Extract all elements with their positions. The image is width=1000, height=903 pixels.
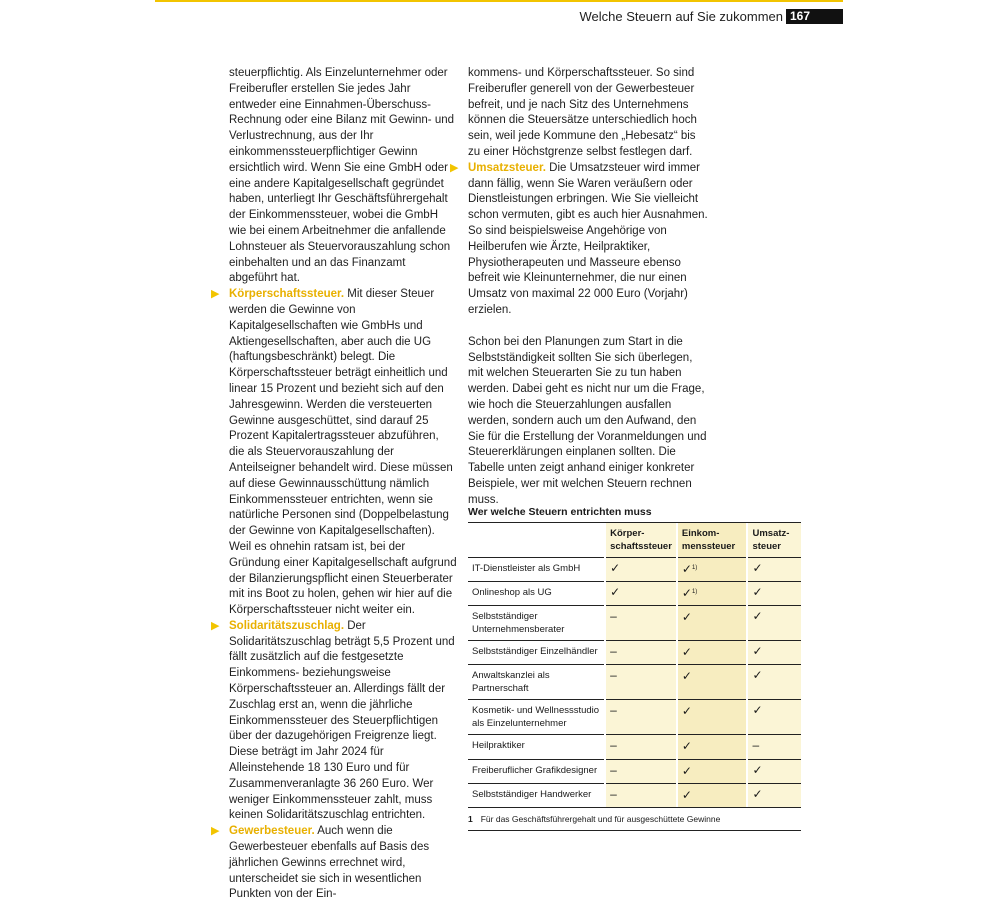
keyword: Körperschaftssteuer. — [229, 288, 345, 301]
header-einkommenssteuer: Einkom-menssteuer — [677, 523, 748, 558]
row-label-text: Selbstständiger Einzelhändler — [472, 646, 598, 658]
cell-mark: ✓ — [752, 561, 763, 575]
left-column — [211, 66, 457, 903]
list-item-umsatzsteuer — [450, 161, 708, 319]
triangle-bullet-icon: ▶ — [211, 825, 220, 838]
cell-mark: ✓ — [752, 762, 763, 777]
row-label-text: Kosmetik- und Wellnessstudio als Einzelunternehmer — [472, 705, 600, 730]
cell-einkommenssteuer — [677, 641, 748, 665]
table-row — [468, 783, 801, 807]
cell-umsatzsteuer — [747, 700, 801, 735]
triangle-bullet-icon: ▶ — [450, 161, 459, 174]
cell-koerperschaftssteuer — [605, 735, 677, 759]
keyword: Gewerbesteuer. — [229, 825, 315, 838]
item-text: Mit dieser Steuer werden die Gewinne von Kapitalgesellschaften wie GmbHs und Aktiengesellschaften, aber auch die UG (haftungsbeschränkt) belegt. Die Körperschaftssteuer beträgt einheitlich und linear 15 Prozent und bezieht sich auf den Jahresgewinn. Werden die versteuerten Gewinne ausgeschüttet, sind darauf 25 Prozent Kapitalertragssteuer abzuführen, die als Steuervorauszahlung der Anteilseigner behandelt wird. Diese müssen auf diese Gewinnausschüttung nämlich Einkommenssteuer entrichten, wenn sie natürliche Personen sind (Doppelbelastung der Gewinne von Kapitalgesellschaften). Weil es ohnehin ratsam ist, bei der Gründung einer Kapitalgesellschaft aufgrund der Bilanzierungspflicht einen Steuerberater mit ins Boot zu holen, gehen wir hier auf die Körperschaftssteuer nicht weiter ein. — [229, 288, 457, 617]
cell-umsatzsteuer — [747, 735, 801, 759]
cell-koerperschaftssteuer — [605, 700, 677, 735]
row-label-text: Anwaltskanzlei als Partnerschaft — [472, 670, 550, 695]
cell-koerperschaftssteuer — [605, 558, 677, 582]
table-row — [468, 759, 801, 783]
cell-mark: ✓ — [752, 585, 763, 600]
keyword: Umsatzsteuer. — [468, 161, 546, 174]
footnote-text: Für das Geschäftsführergehalt und für ausgeschüttete Gewinne — [480, 813, 721, 824]
cell-umsatzsteuer — [747, 606, 801, 641]
table-row — [468, 606, 801, 641]
cell-mark: ✓ — [681, 704, 692, 719]
cell-mark: ✓ — [752, 609, 763, 624]
row-label — [468, 665, 605, 700]
cell-einkommenssteuer — [677, 665, 748, 700]
body-paragraph: Schon bei den Planungen zum Start in die Selbstständigkeit sollten Sie sich überlegen, mit welchen Steuerarten Sie zu tun haben werden. Dabei geht es nicht nur um die Frage, wie hoch die Steuerzahlungen ausfallen werden, sondern auch um den Aufwand, den Sie für die Erstellung der Voranmeldungen und Steuererklärungen einplanen sollten. Die Tabelle unten zeigt anhand einiger konkreter Beispiele, wer mit welchen Steuern rechnen muss. — [468, 335, 707, 506]
footnote-number: 1 — [468, 813, 473, 824]
item-text: Der Solidaritätszuschlag beträgt 5,5 Prozent und fällt zusätzlich auf die festgesetzte Einkommens- beziehungsweise Körperschaftssteuer an. Allerdings fällt der Zuschlag erst an, wenn die jährliche Einkommenssteuer des Steuerpflichtigen über der dazugehörigen Freigrenze liegt. Diese beträgt im Jahr 2024 für Alleinstehende 18 130 Euro und für Zusammenveranlagte 36 260 Euro. Wer weniger Einkommenssteuer zahlt, muss keinen Solidaritätszuschlag entrichten. — [229, 619, 455, 822]
intro-paragraph: steuerpflichtig. Als Einzelunternehmer oder Freiberufler erstellen Sie jedes Jahr entweder eine Einnahmen-Überschuss-Rechnung oder eine Bilanz mit Gewinn- und Verlustrechnung, aus der Ihr einkommenssteuerpflichtiger Gewinn ersichtlich wird. Wenn Sie eine GmbH oder eine andere Kapitalgesellschaft gegründet haben, unterliegt Ihr Geschäftsführergehalt der Einkommenssteuer, wobei die GmbH wie bei einem Arbeitnehmer die anfallende Lohnsteuer als Steuervorauszahlung schon einbehalten und an das Finanzamt abgeführt hat. — [229, 67, 455, 285]
page-number: 167 — [786, 9, 843, 24]
row-label-text: Selbstständiger Unternehmensberater — [472, 611, 565, 636]
header-umsatzsteuer: Umsatz-steuer — [747, 523, 801, 558]
list-item-solidaritaetszuschlag — [211, 619, 457, 824]
header-koerperschaftssteuer: Körper-schaftssteuer — [605, 523, 677, 558]
cell-mark: – — [610, 738, 617, 753]
running-header-title: Welche Steuern auf Sie zukommen — [579, 9, 783, 24]
table-header-row — [468, 523, 801, 558]
cell-mark: ✓ — [681, 562, 692, 577]
row-label — [468, 558, 605, 582]
cell-mark: – — [610, 786, 617, 801]
footnote-reference: 1) — [691, 589, 698, 596]
row-label-text: Selbstständiger Handwerker — [472, 788, 592, 800]
table-footnote — [468, 808, 801, 831]
cell-koerperschaftssteuer — [605, 641, 677, 665]
cell-umsatzsteuer — [747, 665, 801, 700]
cell-mark: ✓ — [681, 787, 692, 802]
cell-einkommenssteuer — [677, 558, 748, 582]
triangle-bullet-icon: ▶ — [211, 288, 220, 301]
cell-mark: – — [610, 644, 617, 659]
table-row — [468, 665, 801, 700]
table-row — [468, 582, 801, 606]
cell-einkommenssteuer — [677, 783, 748, 807]
footnote-reference: 1) — [691, 565, 698, 571]
cell-mark: – — [610, 703, 617, 718]
triangle-bullet-icon: ▶ — [211, 619, 220, 632]
cell-koerperschaftssteuer — [605, 665, 677, 700]
cell-umsatzsteuer — [747, 558, 801, 582]
table-row — [468, 641, 801, 665]
keyword: Solidaritätszuschlag. — [229, 619, 345, 632]
cell-einkommenssteuer — [677, 759, 748, 783]
cell-einkommenssteuer — [677, 606, 748, 641]
cell-mark: ✓ — [681, 763, 692, 778]
row-label-text: Freiberuflicher Grafikdesigner — [472, 764, 598, 776]
row-label-text: Heilpraktiker — [472, 740, 525, 752]
cell-mark: ✓ — [681, 645, 692, 660]
item-text: Die Umsatzsteuer wird immer dann fällig, wenn Sie Waren veräußern oder Dienstleistungen erbringen. Wie Sie vielleicht schon vermuten, gibt es auch hier Ausnahmen. So sind beispielsweise Angehörige von Heilberufen wie Ärzte, Heilpraktiker, Physiotherapeuten und Masseure ebenso befreit wie Kleinunternehmer, die nur einen Umsatz von maximal 22 000 Euro (Vorjahr) erzielen. — [468, 161, 708, 316]
cell-mark: ✓ — [752, 668, 763, 683]
cell-umsatzsteuer — [747, 582, 801, 606]
cell-mark: ✓ — [752, 644, 763, 659]
cell-mark: ✓ — [681, 739, 692, 754]
continuation-paragraph: kommens- und Körperschaftssteuer. So sind Freiberufler generell von der Gewerbesteuer befreit, und je nach Sitz des Unternehmens können die Steuersätze unterschiedlich hoch sein, weil jede Kommune den „Hebesatz“ bis zu einer Höchstgrenze selbst festlegen darf. — [468, 67, 697, 158]
cell-mark: ✓ — [610, 561, 621, 575]
table-row — [468, 735, 801, 759]
row-label — [468, 606, 605, 641]
row-label — [468, 700, 605, 735]
row-label — [468, 735, 605, 759]
tax-table — [468, 506, 801, 831]
cell-mark: – — [610, 762, 617, 777]
row-label — [468, 783, 605, 807]
row-label — [468, 641, 605, 665]
cell-einkommenssteuer — [677, 735, 748, 759]
table-body — [468, 558, 801, 807]
cell-mark: ✓ — [681, 669, 692, 684]
right-column — [450, 66, 708, 509]
cell-mark: – — [610, 609, 617, 624]
cell-mark: ✓ — [610, 585, 621, 600]
header-empty — [468, 523, 605, 558]
row-label-text: IT-Dienstleister als GmbH — [472, 563, 581, 574]
list-item-gewerbesteuer — [211, 824, 457, 903]
cell-mark: ✓ — [681, 586, 692, 601]
cell-koerperschaftssteuer — [605, 582, 677, 606]
cell-umsatzsteuer — [747, 783, 801, 807]
cell-umsatzsteuer — [747, 641, 801, 665]
row-label — [468, 582, 605, 606]
cell-mark: – — [752, 738, 760, 753]
header-rule — [155, 0, 843, 2]
cell-mark: – — [610, 668, 617, 683]
row-label-text: Onlineshop als UG — [472, 587, 552, 599]
cell-einkommenssteuer — [677, 582, 748, 606]
table-title: Wer welche Steuern entrichten muss — [468, 506, 801, 523]
cell-mark: ✓ — [752, 703, 763, 718]
tax-matrix — [468, 523, 801, 807]
item-text: Auch wenn die Gewerbesteuer ebenfalls auf Basis des jährlichen Gewinns errechnet wird, unterscheidet sie sich in wesentlichen Punkten von der Ein- — [229, 825, 430, 901]
cell-koerperschaftssteuer — [605, 606, 677, 641]
cell-mark: ✓ — [752, 786, 763, 801]
cell-mark: ✓ — [681, 610, 692, 625]
list-item-koerperschaftssteuer — [211, 287, 457, 619]
cell-koerperschaftssteuer — [605, 759, 677, 783]
row-label — [468, 759, 605, 783]
table-row — [468, 700, 801, 735]
cell-einkommenssteuer — [677, 700, 748, 735]
cell-umsatzsteuer — [747, 759, 801, 783]
cell-koerperschaftssteuer — [605, 783, 677, 807]
table-row — [468, 558, 801, 582]
